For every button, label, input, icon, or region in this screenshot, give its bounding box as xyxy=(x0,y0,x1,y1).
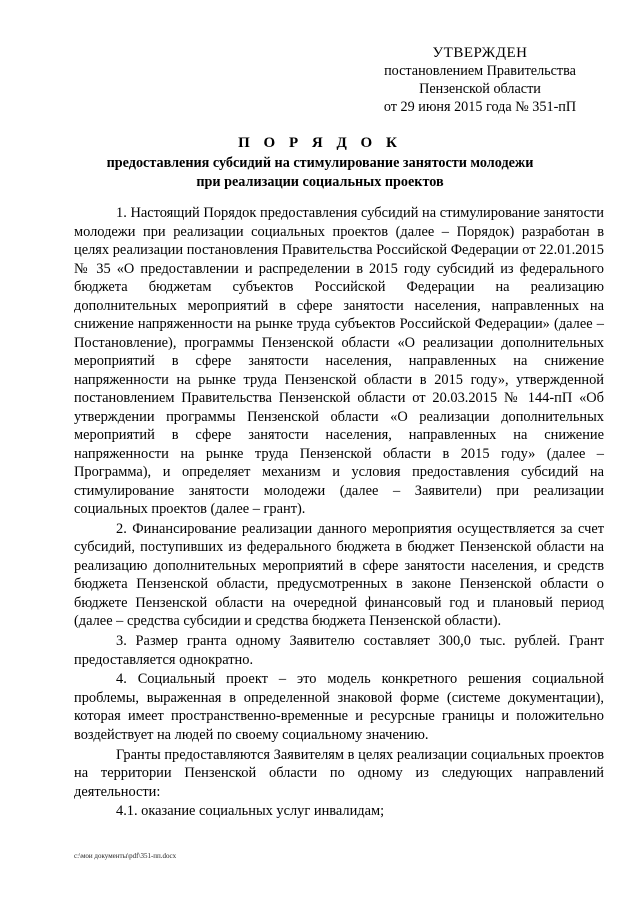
approval-stamp xyxy=(370,44,590,116)
approval-line-2: Пензенской области xyxy=(419,81,541,97)
approval-line-1: постановлением Правительства xyxy=(384,63,576,79)
footer-file-path: c:\мои документы\pdf\351-пп.docx xyxy=(74,852,177,860)
paragraph-1: 1. Настоящий Порядок предоставления субсидий на стимулирование занятости молодежи при реализации социальных проектов (далее – Порядок) разработан в целях реализации постановления Правительства Российской Федерации от 22.01.2015 № 35 «О предоставлении и распределении в 2015 году субсидий из федерального бюджета бюджетам субъектов Российской Федерации на реализацию дополнительных мероприятий в сфере занятости населения, направленных на снижение напряженности на рынке труда субъектов Российской Федерации» (далее – Постановление), программы Пензенской области «О реализации дополнительных мероприятий в сфере занятости населения, направленных на снижение напряженности на рынке труда Пензенской области в 2015 году», утвержденной постановлением Правительства Пензенской области от 20.03.2015 № 144-пП «Об утверждении программы Пензенской области «О реализации дополнительных мероприятий в сфере занятости населения, направленных на снижение напряженности на рынке труда Пензенской области в 2015 году» (далее – Программа), и определяет механизм и условия предоставления субсидий на стимулирование занятости молодежи (далее – Заявители) при реализации социальных проектов (далее – грант). xyxy=(74,205,604,517)
approval-line-3: от 29 июня 2015 года № 351-пП xyxy=(383,99,577,115)
paragraph-4: 4. Социальный проект – это модель конкретного решения социальной проблемы, выраженная в определенной знаковой форме (системе документации), которая имеет пространственно-временные и ресурсные границы и положительно воздействует на людей по своему социальному значению. xyxy=(74,671,604,743)
document-subtitle-line-2: при реализации социальных проектов xyxy=(196,174,444,190)
paragraph-grants: Гранты предоставляются Заявителям в целях реализации социальных проектов на территории Пензенской области по одному из следующих направлений деятельности: xyxy=(74,746,604,800)
paragraph-4-1: 4.1. оказание социальных услуг инвалидам; xyxy=(116,803,385,820)
document-title: П О Р Я Д О К xyxy=(238,135,402,151)
paragraph-2: 2. Финансирование реализации данного мероприятия осуществляется за счет субсидий, поступивших из федерального бюджета в бюджет Пензенской области на реализацию дополнительных мероприятий в сфере занятости населения, и средств бюджета Пензенской области, предусмотренных в законе Пензенской области о бюджете Пензенской области на очередной финансовый год и плановый период (далее – средства субсидии и средства бюджета Пензенской области). xyxy=(74,520,604,630)
paragraph-3: 3. Размер гранта одному Заявителю составляет 300,0 тыс. рублей. Грант предоставляется однократно. xyxy=(74,633,604,668)
document-subtitle-line-1: предоставления субсидий на стимулирование занятости молодежи xyxy=(106,155,534,171)
document-body xyxy=(74,204,604,822)
approval-title: УТВЕРЖДЕН xyxy=(432,45,528,61)
document-heading xyxy=(74,133,566,191)
